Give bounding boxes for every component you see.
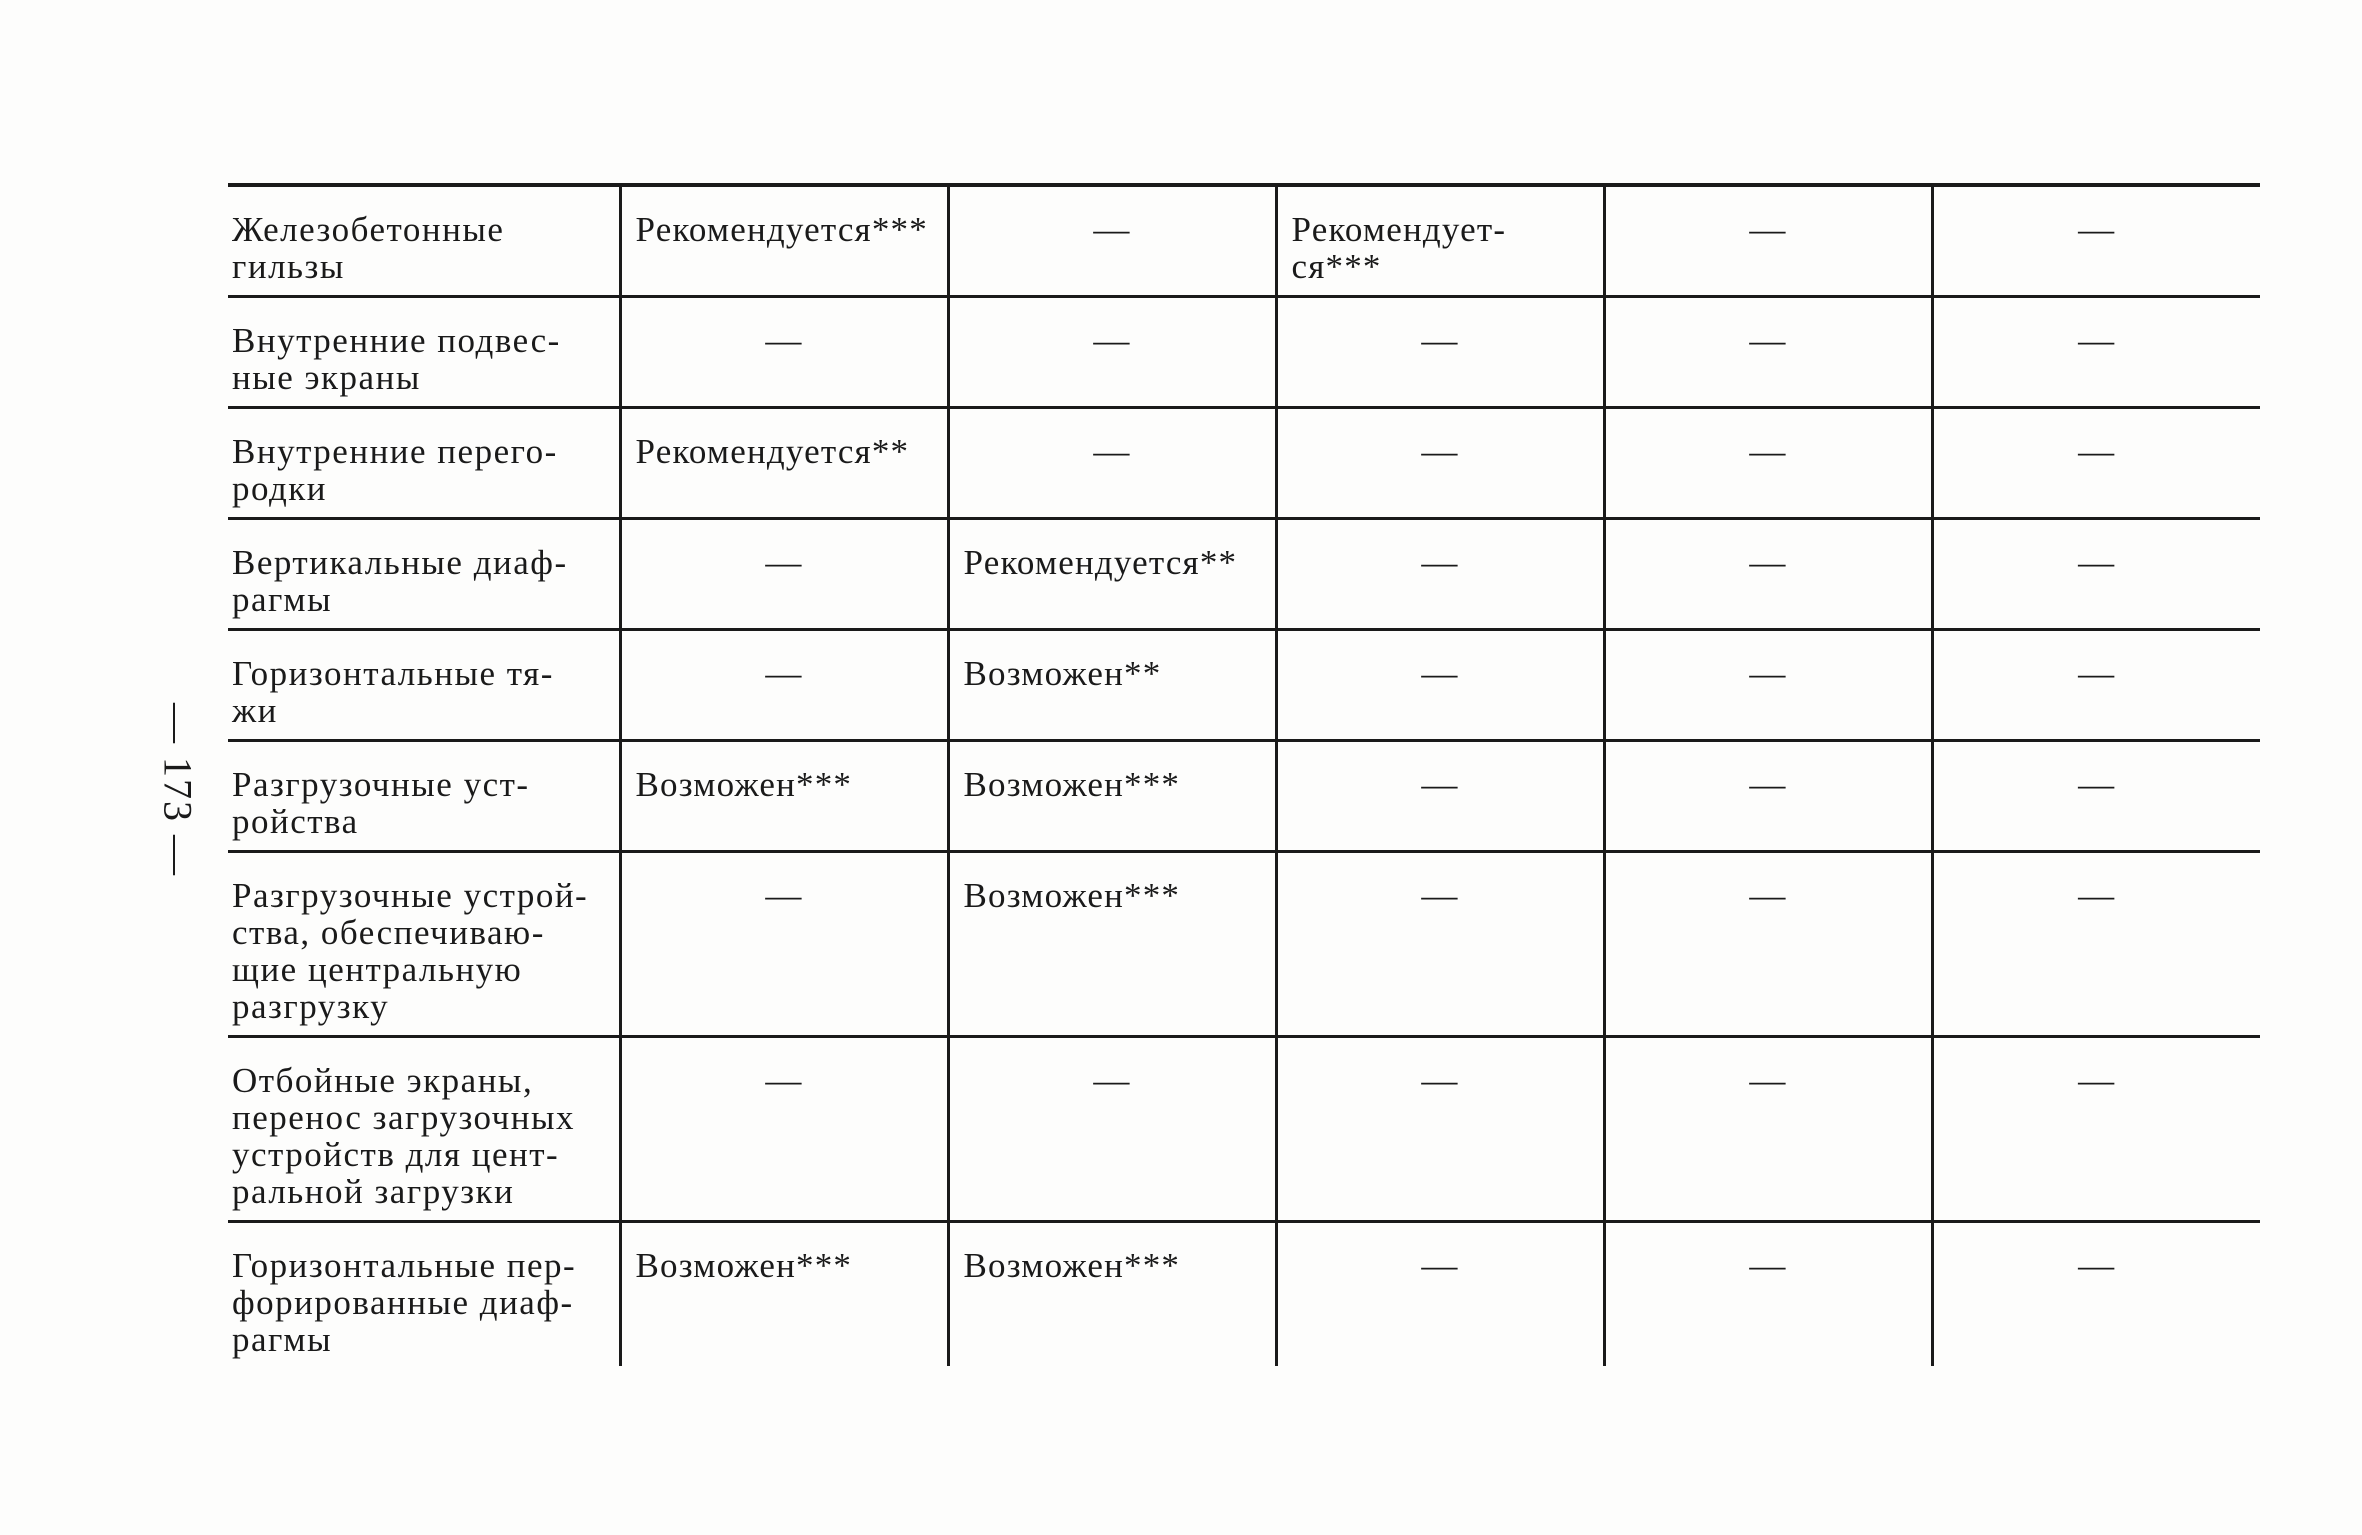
table-cell (1604, 741, 1932, 852)
cell-value: Возможен*** (963, 765, 1181, 804)
cell-value: — (765, 875, 803, 915)
cell-value: — (1749, 320, 1787, 360)
table-cell (620, 630, 948, 741)
table-cell (1276, 408, 1604, 519)
table-cell (620, 1037, 948, 1222)
cell-value: — (1749, 1060, 1787, 1100)
cell-value: — (2078, 542, 2116, 582)
cell-value: — (1421, 1060, 1459, 1100)
cell-value: — (2078, 1245, 2116, 1285)
table-cell (1604, 1222, 1932, 1367)
cell-value: — (765, 1060, 803, 1100)
table-row (228, 408, 2260, 519)
row-label-cell (228, 1037, 620, 1222)
table-cell (948, 741, 1276, 852)
row-label: Железобетонные гильзы (232, 210, 505, 286)
cell-value: — (1749, 653, 1787, 693)
row-label-cell (228, 852, 620, 1037)
row-label: Внутренние перего- родки (232, 432, 558, 508)
row-label: Горизонтальные пер- форированные диаф- рагмы (232, 1246, 577, 1359)
cell-value: Рекомендует- ся*** (1291, 210, 1507, 286)
table-row (228, 519, 2260, 630)
cell-value: — (1421, 431, 1459, 471)
table-cell (620, 1222, 948, 1367)
table-cell (1276, 852, 1604, 1037)
row-label: Вертикальные диаф- рагмы (232, 543, 568, 619)
cell-value: Рекомендуется*** (635, 210, 928, 249)
cell-value: — (1421, 653, 1459, 693)
cell-value: — (1749, 542, 1787, 582)
table-cell (1276, 741, 1604, 852)
table-cell (1932, 741, 2260, 852)
cell-value: — (1093, 320, 1131, 360)
table-cell (1276, 519, 1604, 630)
cell-value: Возможен** (963, 654, 1162, 693)
cell-value: Рекомендуется** (635, 432, 910, 471)
cell-value: Возможен*** (635, 1246, 853, 1285)
table-cell (1276, 297, 1604, 408)
table-cell (948, 408, 1276, 519)
table-cell (948, 1037, 1276, 1222)
data-table (228, 183, 2260, 1366)
page-number: — 173 — (155, 703, 201, 877)
cell-value: — (1093, 1060, 1131, 1100)
table-cell (1932, 185, 2260, 297)
table-cell (1604, 185, 1932, 297)
cell-value: Возможен*** (963, 876, 1181, 915)
table-cell (948, 297, 1276, 408)
table-cell (948, 630, 1276, 741)
cell-value: — (1093, 209, 1131, 249)
cell-value: — (1093, 431, 1131, 471)
table-row (228, 741, 2260, 852)
row-label-cell (228, 1222, 620, 1367)
cell-value: — (1421, 875, 1459, 915)
table-cell (1932, 297, 2260, 408)
cell-value: — (2078, 653, 2116, 693)
row-label-cell (228, 297, 620, 408)
table-row (228, 1037, 2260, 1222)
table-cell (948, 852, 1276, 1037)
cell-value: — (2078, 209, 2116, 249)
cell-value: — (1749, 875, 1787, 915)
cell-value: — (765, 320, 803, 360)
cell-value: — (2078, 431, 2116, 471)
cell-value: — (1421, 1245, 1459, 1285)
table-row (228, 185, 2260, 297)
table-cell (1276, 630, 1604, 741)
table-cell (1604, 852, 1932, 1037)
table-cell (1604, 630, 1932, 741)
table-cell (1276, 1037, 1604, 1222)
row-label-cell (228, 519, 620, 630)
table-cell (1604, 519, 1932, 630)
table-cell (620, 519, 948, 630)
row-label: Внутренние подвес- ные экраны (232, 321, 561, 397)
table-cell (1932, 630, 2260, 741)
cell-value: — (2078, 320, 2116, 360)
cell-value: — (765, 542, 803, 582)
cell-value: Возможен*** (635, 765, 853, 804)
table-cell (620, 185, 948, 297)
cell-value: — (1749, 764, 1787, 804)
table-cell (620, 408, 948, 519)
table-cell (1276, 185, 1604, 297)
cell-value: — (2078, 875, 2116, 915)
table-cell (1604, 408, 1932, 519)
table-cell (948, 519, 1276, 630)
table-row (228, 1222, 2260, 1367)
table-cell (1932, 1037, 2260, 1222)
table-cell (948, 185, 1276, 297)
cell-value: — (1421, 542, 1459, 582)
table-row (228, 630, 2260, 741)
cell-value: — (1749, 209, 1787, 249)
cell-value: — (1421, 764, 1459, 804)
cell-value: Рекомендуется** (963, 543, 1238, 582)
row-label-cell (228, 741, 620, 852)
cell-value: Возможен*** (963, 1246, 1181, 1285)
table-cell (948, 1222, 1276, 1367)
table-cell (1276, 1222, 1604, 1367)
row-label: Разгрузочные устрой- ства, обеспечиваю- щие центральную разгрузку (232, 876, 589, 1026)
table-cell (1932, 1222, 2260, 1367)
table-cell (1932, 852, 2260, 1037)
table-cell (1932, 519, 2260, 630)
row-label: Разгрузочные уст- ройства (232, 765, 530, 841)
table-cell (1604, 1037, 1932, 1222)
cell-value: — (2078, 1060, 2116, 1100)
cell-value: — (1749, 1245, 1787, 1285)
table-cell (620, 297, 948, 408)
table-row (228, 297, 2260, 408)
cell-value: — (1749, 431, 1787, 471)
row-label-cell (228, 408, 620, 519)
cell-value: — (2078, 764, 2116, 804)
row-label: Горизонтальные тя- жи (232, 654, 554, 730)
table-cell (620, 741, 948, 852)
table-cell (1604, 297, 1932, 408)
table-cell (620, 852, 948, 1037)
cell-value: — (765, 653, 803, 693)
table-row (228, 852, 2260, 1037)
row-label: Отбойные экраны, перенос загрузочных устройств для цент- ральной загрузки (232, 1061, 576, 1211)
row-label-cell (228, 185, 620, 297)
cell-value: — (1421, 320, 1459, 360)
table-cell (1932, 408, 2260, 519)
row-label-cell (228, 630, 620, 741)
